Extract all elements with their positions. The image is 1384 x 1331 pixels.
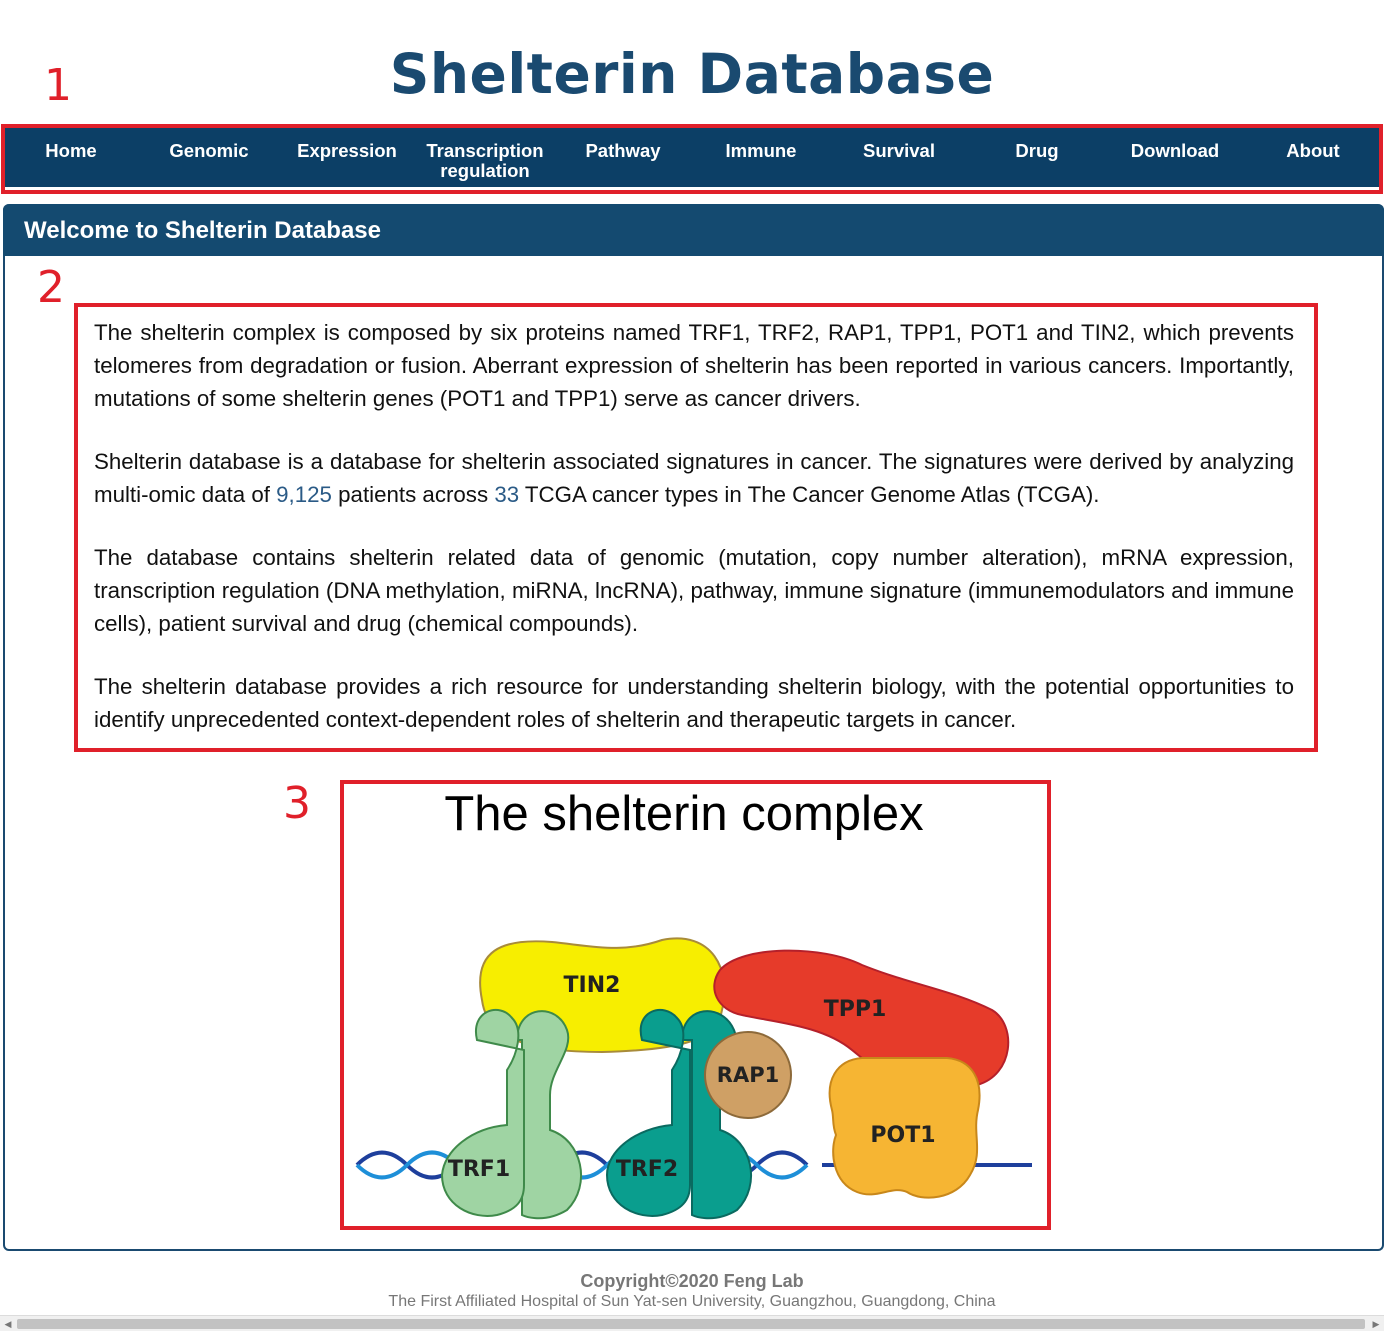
nav-survival[interactable]: Survival	[863, 140, 935, 161]
footer-affiliation: The First Affiliated Hospital of Sun Yat-sen University, Guangzhou, Guangdong, China	[388, 1293, 996, 1310]
tin2-label: TIN2	[563, 973, 621, 998]
annotation-number-3: 3	[283, 778, 311, 829]
nav-genomic[interactable]: Genomic	[169, 140, 249, 161]
trf1-label: TRF1	[447, 1157, 511, 1182]
welcome-panel-heading: Welcome to Shelterin Database	[3, 204, 1384, 256]
scrollbar-thumb[interactable]	[17, 1319, 1365, 1329]
scroll-left-arrow-icon[interactable]: ◀	[4, 1319, 12, 1329]
trf2-label: TRF2	[615, 1157, 679, 1182]
intro-paragraph-3: The database contains shelterin related data of genomic (mutation, copy number alteration), mRNA expression, transcription regulation (DNA methylation, miRNA, lncRNA), pathway, immune signature (immunemodulators and immune cells), patient survival and drug (chemical compounds).	[94, 545, 1294, 636]
figure-title: The shelterin complex	[444, 787, 924, 841]
nav-download[interactable]: Download	[1130, 140, 1220, 161]
intro-paragraph-1: The shelterin complex is composed by six proteins named TRF1, TRF2, RAP1, TPP1, POT1 and TIN2, which prevents telomeres from degradation or fusion. Aberrant expression of shelterin has been reported in various cancers. Importantly, mutations of some shelterin genes (POT1 and TPP1) serve as cancer drivers.	[94, 320, 1294, 411]
annotation-box-1	[1, 124, 1383, 194]
annotation-box-3	[340, 780, 1051, 1230]
horizontal-scrollbar[interactable]	[0, 1315, 1384, 1331]
pot1-label: POT1	[870, 1123, 936, 1148]
annotation-number-1: 1	[44, 60, 72, 111]
footer-copyright: Copyright©2020 Feng Lab	[580, 1271, 804, 1291]
nav-pathway[interactable]: Pathway	[585, 140, 661, 161]
intro-paragraph-2: Shelterin database is a database for shelterin associated signatures in cancer. The signatures were derived by analyzing multi-omic data of 9,125 patients across 33 TCGA cancer types in The Cancer Genome Atlas (TCGA).	[94, 449, 1294, 507]
annotation-number-2: 2	[37, 262, 65, 313]
nav-about[interactable]: About	[1286, 140, 1340, 161]
nav-immune[interactable]: Immune	[725, 140, 797, 161]
site-title: Shelterin Database	[389, 42, 995, 106]
rap1-label: RAP1	[716, 1063, 780, 1087]
nav-drug[interactable]: Drug	[1015, 140, 1059, 161]
nav-home[interactable]: Home	[45, 140, 97, 161]
nav-transcription-regulation[interactable]: Transcription regulation	[426, 140, 544, 181]
scroll-right-arrow-icon[interactable]: ▶	[1372, 1319, 1380, 1329]
annotation-box-2	[74, 303, 1318, 752]
cancer-types-count: 33	[494, 482, 520, 507]
patients-count: 9,125	[276, 482, 332, 507]
nav-expression[interactable]: Expression	[297, 140, 397, 161]
tpp1-label: TPP1	[823, 997, 887, 1022]
intro-paragraph-4: The shelterin database provides a rich resource for understanding shelterin biology, with the potential opportunities to identify unprecedented context-dependent roles of shelterin and therapeutic targets in cancer.	[94, 674, 1294, 732]
